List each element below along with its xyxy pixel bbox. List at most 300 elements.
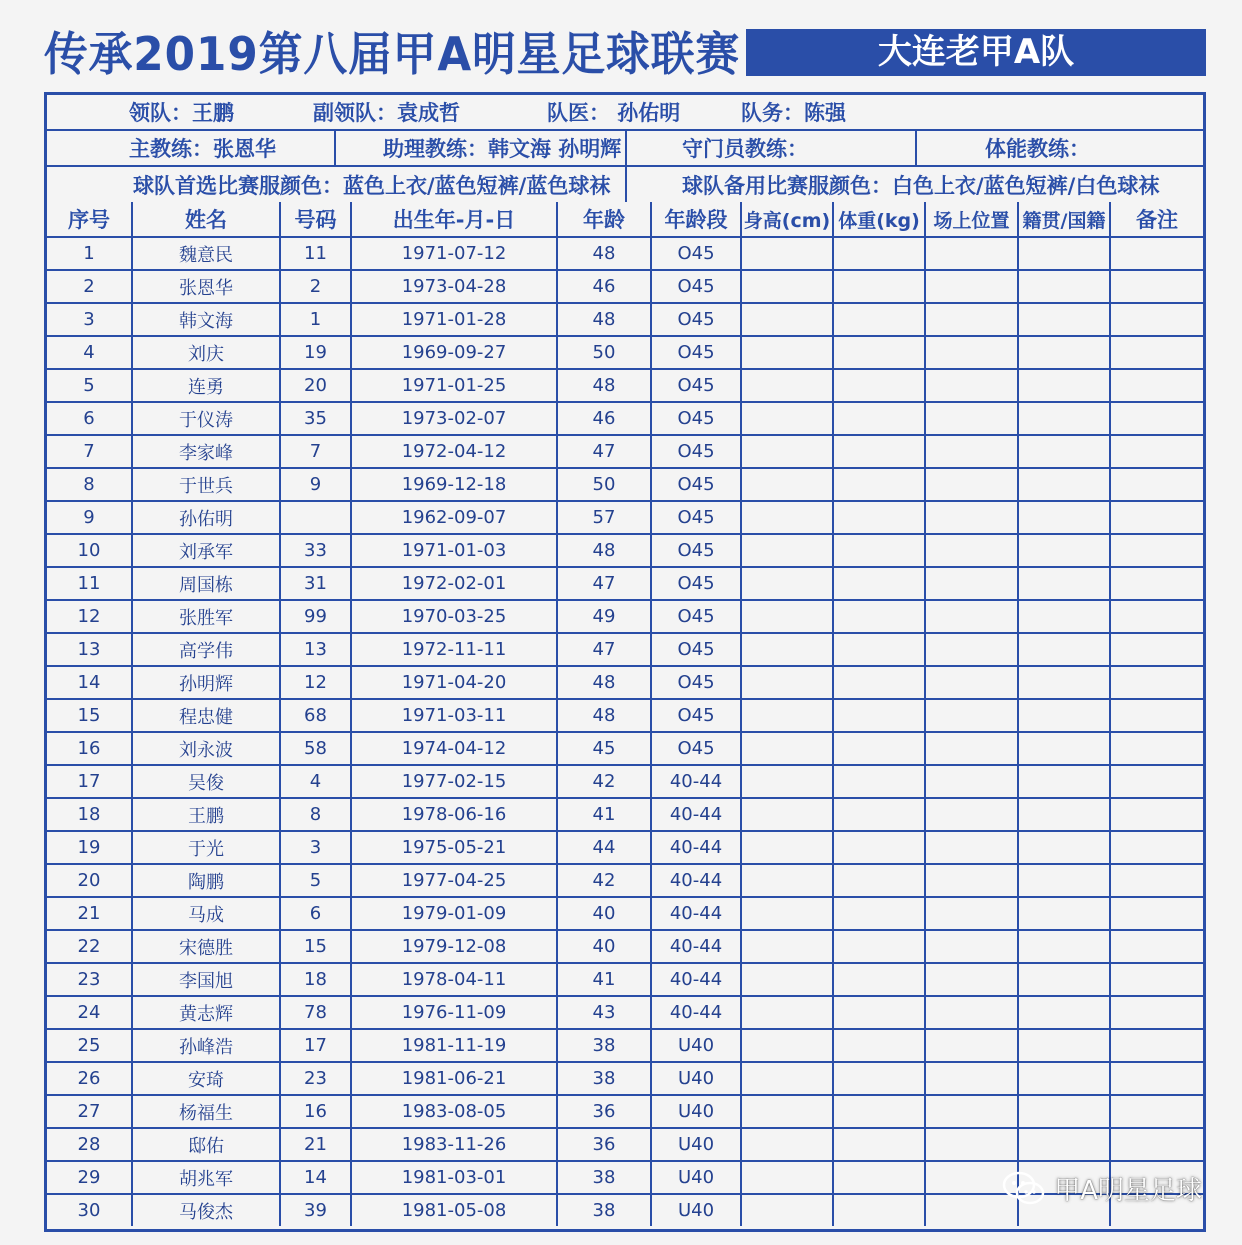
table-cell: 45 xyxy=(557,732,651,765)
table-row xyxy=(47,963,1203,996)
table-cell: 1974-04-12 xyxy=(351,732,557,765)
table-cell xyxy=(1110,468,1203,501)
table-cell: 13 xyxy=(47,633,132,666)
table-row xyxy=(47,534,1203,567)
table-cell: U40 xyxy=(651,1161,741,1194)
table-cell: 50 xyxy=(557,336,651,369)
table-cell xyxy=(741,468,833,501)
table-cell: 1981-05-08 xyxy=(351,1194,557,1226)
table-cell xyxy=(833,336,925,369)
table-row xyxy=(47,336,1203,369)
table-cell xyxy=(741,369,833,402)
table-cell: 1 xyxy=(280,303,351,336)
table-cell: 22 xyxy=(47,930,132,963)
table-cell xyxy=(741,402,833,435)
table-cell: 2 xyxy=(47,270,132,303)
table-cell: 马俊杰 xyxy=(132,1194,280,1226)
table-cell: 19 xyxy=(280,336,351,369)
table-cell xyxy=(1018,732,1110,765)
table-cell xyxy=(741,1095,833,1128)
table-cell: 49 xyxy=(557,600,651,633)
table-cell: 23 xyxy=(47,963,132,996)
table-row xyxy=(47,237,1203,270)
table-cell xyxy=(1110,567,1203,600)
table-cell: U40 xyxy=(651,1062,741,1095)
table-cell: 40 xyxy=(557,930,651,963)
table-cell: 44 xyxy=(557,831,651,864)
table-cell xyxy=(1110,501,1203,534)
table-cell: 刘永波 xyxy=(132,732,280,765)
table-cell xyxy=(1110,270,1203,303)
table-cell xyxy=(925,1062,1018,1095)
team-doctor: 队医： 孙佑明 xyxy=(547,101,681,125)
table-cell: 41 xyxy=(557,963,651,996)
table-cell xyxy=(833,1062,925,1095)
table-cell: O45 xyxy=(651,534,741,567)
table-cell xyxy=(925,369,1018,402)
table-cell xyxy=(833,699,925,732)
table-cell xyxy=(833,831,925,864)
table-cell: 16 xyxy=(280,1095,351,1128)
table-cell xyxy=(925,1029,1018,1062)
wechat-icon xyxy=(1002,1171,1046,1207)
table-cell: 黄志辉 xyxy=(132,996,280,1029)
table-cell: 马成 xyxy=(132,897,280,930)
column-header: 序号 xyxy=(47,202,132,237)
table-cell: 68 xyxy=(280,699,351,732)
table-cell xyxy=(833,501,925,534)
roster-table xyxy=(47,202,1203,1226)
table-cell xyxy=(1018,600,1110,633)
table-cell: 48 xyxy=(557,699,651,732)
table-cell: 9 xyxy=(47,501,132,534)
table-cell: 刘承军 xyxy=(132,534,280,567)
away-kit-colors: 球队备用比赛服颜色：白色上衣/蓝色短裤/白色球袜 xyxy=(682,173,1160,198)
table-cell: 21 xyxy=(280,1128,351,1161)
column-header: 年龄 xyxy=(557,202,651,237)
table-cell xyxy=(925,633,1018,666)
table-cell: 46 xyxy=(557,402,651,435)
table-cell xyxy=(833,963,925,996)
table-cell xyxy=(833,369,925,402)
table-cell: 连勇 xyxy=(132,369,280,402)
table-cell: 1972-02-01 xyxy=(351,567,557,600)
table-cell xyxy=(741,963,833,996)
column-header: 号码 xyxy=(280,202,351,237)
table-cell: 27 xyxy=(47,1095,132,1128)
staff-row-2 xyxy=(47,131,1203,167)
table-cell xyxy=(833,1194,925,1226)
table-cell: 36 xyxy=(557,1128,651,1161)
table-cell xyxy=(1018,930,1110,963)
team-name-banner: 大连老甲A队 xyxy=(746,29,1206,76)
table-cell xyxy=(833,666,925,699)
table-cell: 胡兆军 xyxy=(132,1161,280,1194)
table-cell: 5 xyxy=(280,864,351,897)
table-cell: 孙明辉 xyxy=(132,666,280,699)
table-cell xyxy=(1110,600,1203,633)
table-cell: 1971-03-11 xyxy=(351,699,557,732)
title-bar xyxy=(44,22,1206,86)
table-cell: 41 xyxy=(557,798,651,831)
table-cell: 20 xyxy=(280,369,351,402)
table-cell xyxy=(1018,699,1110,732)
table-cell: 3 xyxy=(280,831,351,864)
table-cell: 40-44 xyxy=(651,765,741,798)
table-cell xyxy=(1110,897,1203,930)
head-coach: 主教练：张恩华 xyxy=(129,137,276,161)
table-cell xyxy=(1018,1128,1110,1161)
table-cell xyxy=(741,1029,833,1062)
column-header: 场上位置 xyxy=(925,202,1018,237)
table-cell xyxy=(1018,1095,1110,1128)
table-cell: 1981-11-19 xyxy=(351,1029,557,1062)
goalkeeper-coach: 守门员教练： xyxy=(682,137,808,161)
table-cell: 张胜军 xyxy=(132,600,280,633)
table-cell: 28 xyxy=(47,1128,132,1161)
table-cell xyxy=(1018,765,1110,798)
table-cell xyxy=(1018,633,1110,666)
table-cell xyxy=(925,402,1018,435)
table-cell: 1976-11-09 xyxy=(351,996,557,1029)
table-cell: 15 xyxy=(47,699,132,732)
table-cell xyxy=(925,864,1018,897)
table-cell: 4 xyxy=(280,765,351,798)
table-cell: 11 xyxy=(280,237,351,270)
table-cell xyxy=(1110,336,1203,369)
table-cell xyxy=(925,303,1018,336)
table-cell xyxy=(741,1128,833,1161)
table-cell: 48 xyxy=(557,303,651,336)
table-cell xyxy=(833,1161,925,1194)
table-cell xyxy=(1110,864,1203,897)
table-row xyxy=(47,600,1203,633)
table-cell: 50 xyxy=(557,468,651,501)
table-cell: 1971-07-12 xyxy=(351,237,557,270)
table-cell: 16 xyxy=(47,732,132,765)
table-cell: 1973-04-28 xyxy=(351,270,557,303)
table-cell xyxy=(1110,831,1203,864)
table-cell: 43 xyxy=(557,996,651,1029)
table-cell xyxy=(1018,303,1110,336)
table-cell xyxy=(925,666,1018,699)
table-cell: 6 xyxy=(280,897,351,930)
table-cell: 33 xyxy=(280,534,351,567)
table-cell xyxy=(741,1161,833,1194)
table-cell xyxy=(1018,864,1110,897)
table-cell xyxy=(1110,534,1203,567)
table-cell: 1981-06-21 xyxy=(351,1062,557,1095)
table-cell xyxy=(741,732,833,765)
table-cell: 1975-05-21 xyxy=(351,831,557,864)
table-cell xyxy=(1018,402,1110,435)
column-header: 身高(cm) xyxy=(741,202,833,237)
table-cell xyxy=(925,600,1018,633)
table-header-row xyxy=(47,202,1203,237)
table-cell: 15 xyxy=(280,930,351,963)
table-cell xyxy=(925,534,1018,567)
table-cell xyxy=(1110,633,1203,666)
table-cell xyxy=(1110,435,1203,468)
table-cell: 1978-04-11 xyxy=(351,963,557,996)
table-cell: 14 xyxy=(47,666,132,699)
table-cell: 1983-11-26 xyxy=(351,1128,557,1161)
table-cell xyxy=(925,831,1018,864)
table-cell xyxy=(741,534,833,567)
table-cell: 安琦 xyxy=(132,1062,280,1095)
table-cell: 26 xyxy=(47,1062,132,1095)
table-cell: 8 xyxy=(47,468,132,501)
table-cell xyxy=(1018,237,1110,270)
table-cell xyxy=(1110,963,1203,996)
table-cell: 1983-08-05 xyxy=(351,1095,557,1128)
table-row xyxy=(47,732,1203,765)
table-cell xyxy=(1110,1128,1203,1161)
table-cell xyxy=(741,1062,833,1095)
table-cell xyxy=(833,600,925,633)
table-cell xyxy=(925,270,1018,303)
table-cell xyxy=(741,1194,833,1226)
table-cell: 12 xyxy=(47,600,132,633)
table-cell xyxy=(833,732,925,765)
table-cell xyxy=(925,963,1018,996)
table-cell: 38 xyxy=(557,1194,651,1226)
table-row xyxy=(47,1095,1203,1128)
table-cell xyxy=(833,864,925,897)
table-cell xyxy=(833,567,925,600)
table-cell xyxy=(1018,897,1110,930)
table-cell xyxy=(1110,699,1203,732)
fitness-coach: 体能教练： xyxy=(985,137,1090,161)
table-cell: O45 xyxy=(651,600,741,633)
table-cell xyxy=(1018,666,1110,699)
table-cell: 40-44 xyxy=(651,798,741,831)
table-cell: 于仪涛 xyxy=(132,402,280,435)
table-cell xyxy=(833,303,925,336)
table-cell: 4 xyxy=(47,336,132,369)
table-cell xyxy=(741,237,833,270)
column-header: 姓名 xyxy=(132,202,280,237)
table-cell: 孙峰浩 xyxy=(132,1029,280,1062)
table-cell: 17 xyxy=(47,765,132,798)
table-cell xyxy=(741,930,833,963)
table-cell: 13 xyxy=(280,633,351,666)
table-cell xyxy=(833,237,925,270)
table-cell: 1979-01-09 xyxy=(351,897,557,930)
table-cell: 58 xyxy=(280,732,351,765)
table-cell: O45 xyxy=(651,699,741,732)
table-cell xyxy=(1018,435,1110,468)
table-cell: 48 xyxy=(557,534,651,567)
table-cell: 48 xyxy=(557,369,651,402)
table-cell xyxy=(741,765,833,798)
table-cell: 29 xyxy=(47,1161,132,1194)
table-cell: 1971-01-28 xyxy=(351,303,557,336)
table-cell: O45 xyxy=(651,237,741,270)
table-cell: 1969-09-27 xyxy=(351,336,557,369)
table-row xyxy=(47,930,1203,963)
table-cell xyxy=(741,435,833,468)
table-cell: 24 xyxy=(47,996,132,1029)
table-cell xyxy=(925,996,1018,1029)
staff-row-1 xyxy=(47,95,1203,131)
table-cell xyxy=(1018,1029,1110,1062)
table-cell: 38 xyxy=(557,1161,651,1194)
table-row xyxy=(47,798,1203,831)
table-cell: 40-44 xyxy=(651,963,741,996)
table-cell: 36 xyxy=(557,1095,651,1128)
table-cell xyxy=(833,1128,925,1161)
table-cell xyxy=(741,303,833,336)
table-cell xyxy=(1018,1062,1110,1095)
table-cell xyxy=(925,468,1018,501)
table-cell xyxy=(925,435,1018,468)
table-cell xyxy=(741,864,833,897)
table-cell xyxy=(1110,765,1203,798)
table-cell: 38 xyxy=(557,1062,651,1095)
table-row xyxy=(47,633,1203,666)
table-cell: O45 xyxy=(651,567,741,600)
table-cell: 7 xyxy=(280,435,351,468)
table-row xyxy=(47,435,1203,468)
table-cell xyxy=(1110,1062,1203,1095)
table-cell: 1981-03-01 xyxy=(351,1161,557,1194)
roster-body xyxy=(47,237,1203,1226)
table-cell xyxy=(925,1095,1018,1128)
roster-sheet xyxy=(44,92,1206,1232)
table-cell: 39 xyxy=(280,1194,351,1226)
table-cell: 11 xyxy=(47,567,132,600)
table-cell xyxy=(1110,237,1203,270)
table-cell: 40-44 xyxy=(651,897,741,930)
table-cell: 12 xyxy=(280,666,351,699)
table-cell xyxy=(925,798,1018,831)
table-cell xyxy=(833,930,925,963)
table-cell: 42 xyxy=(557,765,651,798)
table-cell: 李家峰 xyxy=(132,435,280,468)
table-cell xyxy=(741,666,833,699)
table-cell xyxy=(925,930,1018,963)
table-cell: 57 xyxy=(557,501,651,534)
table-cell xyxy=(925,336,1018,369)
table-cell: 杨福生 xyxy=(132,1095,280,1128)
table-cell xyxy=(925,897,1018,930)
table-row xyxy=(47,567,1203,600)
table-cell: 1970-03-25 xyxy=(351,600,557,633)
table-cell: 18 xyxy=(47,798,132,831)
watermark-text: 甲A明星足球 xyxy=(1054,1176,1202,1206)
table-cell: O45 xyxy=(651,402,741,435)
table-cell: 48 xyxy=(557,666,651,699)
table-cell xyxy=(833,534,925,567)
table-row xyxy=(47,996,1203,1029)
column-header: 籍贯/国籍 xyxy=(1018,202,1110,237)
table-cell: 40-44 xyxy=(651,864,741,897)
table-cell: 1973-02-07 xyxy=(351,402,557,435)
table-cell: 47 xyxy=(557,633,651,666)
home-kit-colors: 球队首选比赛服颜色：蓝色上衣/蓝色短裤/蓝色球袜 xyxy=(133,173,611,198)
table-cell: 1972-11-11 xyxy=(351,633,557,666)
table-cell: 38 xyxy=(557,1029,651,1062)
table-row xyxy=(47,864,1203,897)
table-cell: 李国旭 xyxy=(132,963,280,996)
table-cell xyxy=(741,798,833,831)
table-row xyxy=(47,897,1203,930)
table-cell: 5 xyxy=(47,369,132,402)
table-cell: 1 xyxy=(47,237,132,270)
table-cell xyxy=(925,567,1018,600)
table-cell: O45 xyxy=(651,666,741,699)
table-cell: 40-44 xyxy=(651,930,741,963)
table-cell: 1972-04-12 xyxy=(351,435,557,468)
table-cell: O45 xyxy=(651,336,741,369)
table-row xyxy=(47,1128,1203,1161)
table-cell: 1971-01-03 xyxy=(351,534,557,567)
table-cell: 47 xyxy=(557,435,651,468)
table-cell: 47 xyxy=(557,567,651,600)
table-cell: 1969-12-18 xyxy=(351,468,557,501)
table-cell: 25 xyxy=(47,1029,132,1062)
divider xyxy=(625,131,627,165)
team-leader: 领队：王鹏 xyxy=(129,101,234,125)
table-cell xyxy=(741,831,833,864)
table-cell: 1971-04-20 xyxy=(351,666,557,699)
table-cell xyxy=(1110,1029,1203,1062)
table-cell: 宋德胜 xyxy=(132,930,280,963)
table-cell xyxy=(925,501,1018,534)
table-cell: 14 xyxy=(280,1161,351,1194)
table-cell: 于世兵 xyxy=(132,468,280,501)
table-cell xyxy=(1110,369,1203,402)
table-cell: O45 xyxy=(651,732,741,765)
column-header: 备注 xyxy=(1110,202,1203,237)
table-row xyxy=(47,699,1203,732)
table-cell xyxy=(1110,732,1203,765)
table-cell: 6 xyxy=(47,402,132,435)
table-cell xyxy=(833,402,925,435)
table-row xyxy=(47,270,1203,303)
table-cell: 王鹏 xyxy=(132,798,280,831)
table-cell xyxy=(1018,369,1110,402)
divider xyxy=(625,167,627,202)
table-cell xyxy=(925,765,1018,798)
table-cell: 9 xyxy=(280,468,351,501)
table-row xyxy=(47,666,1203,699)
table-cell: O45 xyxy=(651,501,741,534)
page-title: 传承2019第八届甲A明星足球联赛 xyxy=(44,27,741,81)
table-cell xyxy=(925,699,1018,732)
table-cell xyxy=(1110,996,1203,1029)
table-row xyxy=(47,1029,1203,1062)
table-cell: 3 xyxy=(47,303,132,336)
watermark xyxy=(1002,1170,1202,1207)
table-cell xyxy=(1018,996,1110,1029)
table-cell xyxy=(1110,930,1203,963)
table-cell xyxy=(1018,336,1110,369)
table-cell xyxy=(741,336,833,369)
table-cell xyxy=(1110,402,1203,435)
table-cell: 40-44 xyxy=(651,831,741,864)
table-cell xyxy=(1018,270,1110,303)
table-cell xyxy=(1018,501,1110,534)
table-cell: 48 xyxy=(557,237,651,270)
table-row xyxy=(47,765,1203,798)
table-row xyxy=(47,468,1203,501)
table-cell xyxy=(925,237,1018,270)
table-cell: 于光 xyxy=(132,831,280,864)
table-row xyxy=(47,402,1203,435)
table-cell: 20 xyxy=(47,864,132,897)
